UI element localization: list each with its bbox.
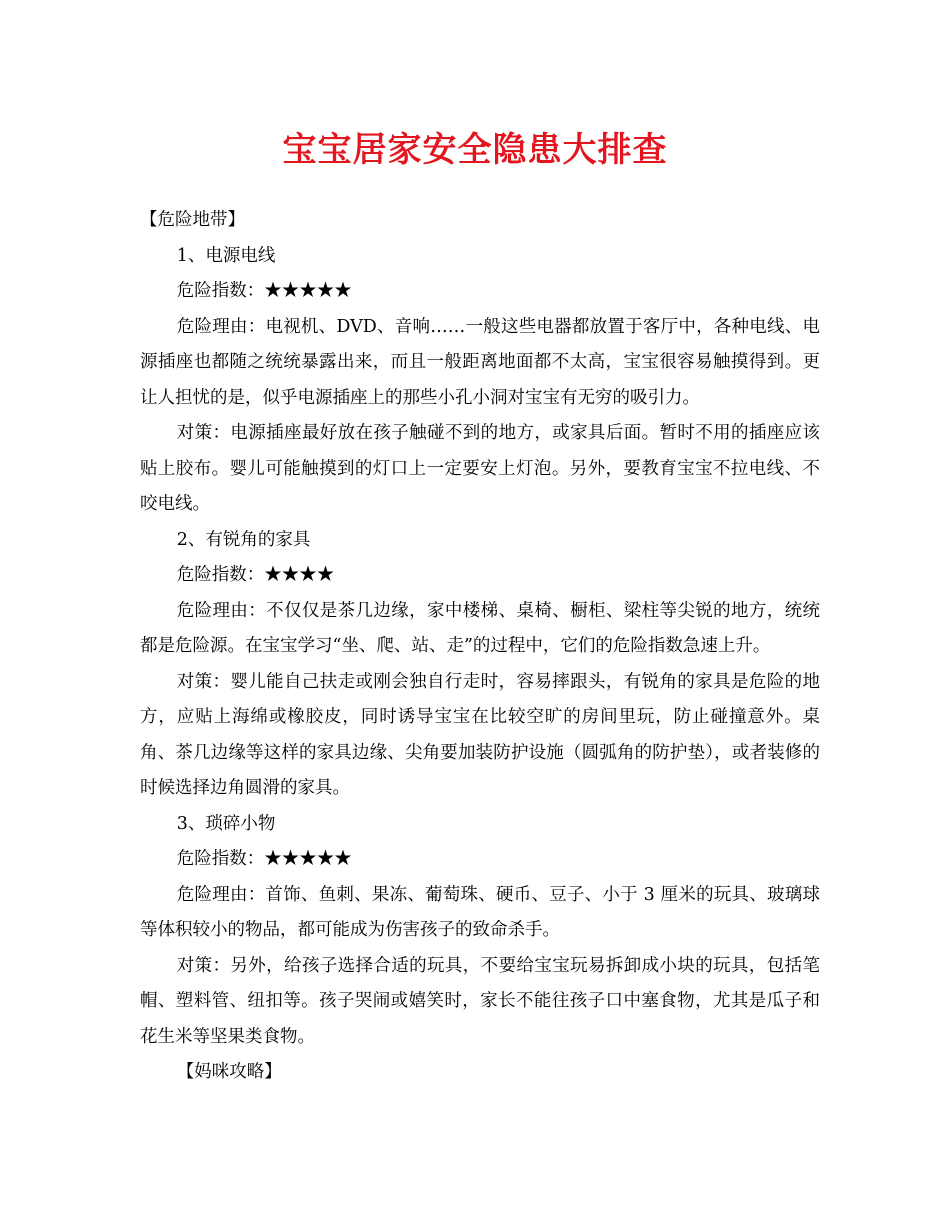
strategy-paragraph: 对策：另外，给孩子选择合适的玩具，不要给宝宝玩易拆卸成小块的玩具，包括笔帽、塑料管、纽扣等。孩子哭闹或嬉笑时，家长不能往孩子口中塞食物，尤其是瓜子和花生米等坚果类食物。 <box>140 955 820 1047</box>
danger-index-label: 危险指数： <box>176 281 265 301</box>
section-heading-danger-zone: 【危险地带】 <box>140 210 245 230</box>
danger-reason-paragraph: 危险理由：电视机、DVD、音响……一般这些电器都放置于客厅中，各种电线、电源插座也都随之统统暴露出来，而且一般距离地面都不太高，宝宝很容易触摸得到。更让人担忧的是，似乎电源插座上的那些小孔小洞对宝宝有无穷的吸引力。 <box>140 316 820 408</box>
danger-index-label: 危险指数： <box>176 565 265 585</box>
danger-index-line <box>140 558 820 594</box>
danger-reason-paragraph: 危险理由：不仅仅是茶几边缘，家中楼梯、桌椅、橱柜、梁柱等尖锐的地方，统统都是危险源。在宝宝学习“坐、爬、站、走”的过程中，它们的危险指数急速上升。 <box>140 600 820 656</box>
strategy-paragraph: 对策：电源插座最好放在孩子触碰不到的地方，或家具后面。暂时不用的插座应该贴上胶布。婴儿可能触摸到的灯口上一定要安上灯泡。另外，要教育宝宝不拉电线、不咬电线。 <box>140 423 820 514</box>
section-heading-mom-tips: 【妈咪攻略】 <box>176 1062 282 1082</box>
strategy-paragraph: 对策：婴儿能自己扶走或刚会独自行走时，容易摔跟头，有锐角的家具是危险的地方，应贴上海绵或橡胶皮，同时诱导宝宝在比较空旷的房间里玩，防止碰撞意外。桌角、茶几边缘等这样的家具边缘、尖角要加装防护设施（圆弧角的防护垫），或者装修的时候选择边角圆滑的家具。 <box>140 671 820 798</box>
danger-rating-stars: ★★★★★ <box>264 849 352 869</box>
danger-index-label: 危险指数： <box>176 849 265 869</box>
danger-index-line <box>140 842 820 878</box>
danger-reason-paragraph: 危险理由：首饰、鱼刺、果冻、葡萄珠、硬币、豆子、小于 3 厘米的玩具、玻璃球等体积较小的物品，都可能成为伤害孩子的致命杀手。 <box>140 884 820 940</box>
danger-rating-stars: ★★★★★ <box>264 281 352 301</box>
document-body <box>140 203 820 1091</box>
item-heading: 1、电源电线 <box>176 245 276 266</box>
danger-index-line <box>140 274 820 310</box>
item-heading: 2、有锐角的家具 <box>176 529 311 550</box>
danger-rating-stars: ★★★★ <box>264 565 335 585</box>
page-title: 宝宝居家安全隐患大排查 <box>282 130 668 170</box>
item-heading: 3、琐碎小物 <box>176 813 276 834</box>
